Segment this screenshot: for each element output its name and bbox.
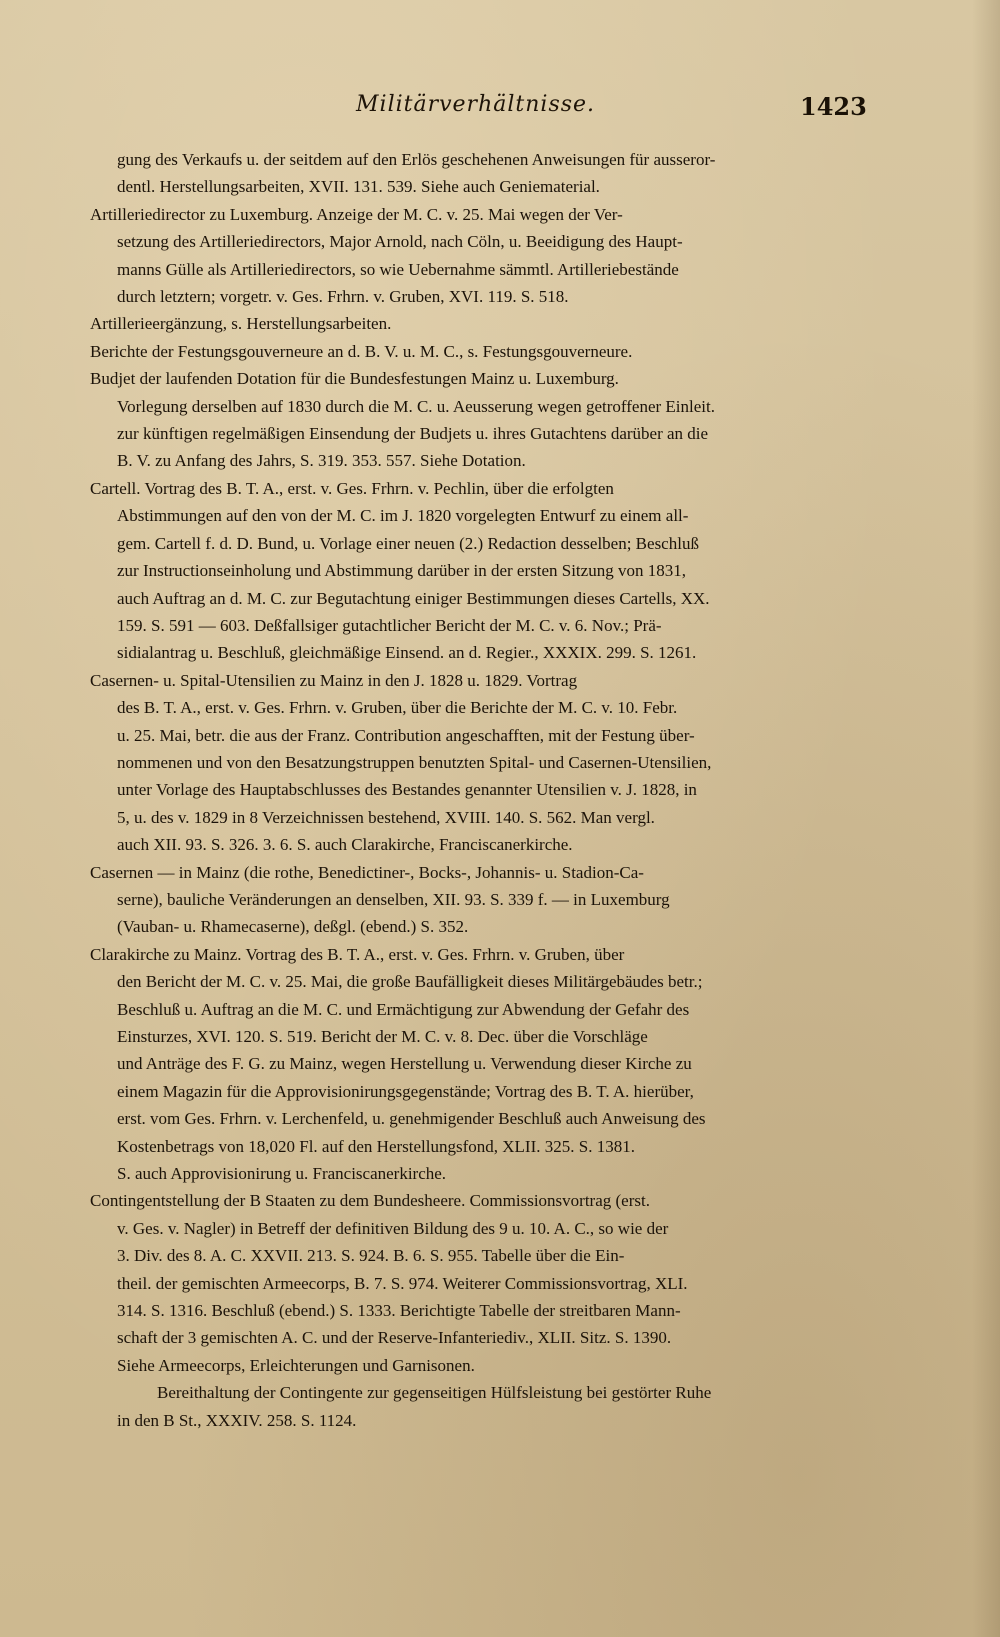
text-line: Budjet der laufenden Dotation für die Bundesfestungen Mainz u. Luxemburg. (90, 369, 619, 389)
text-line: Artilleriedirector zu Luxemburg. Anzeige der M. C. v. 25. Mai wegen der Ver- (90, 204, 623, 224)
text-line: unter Vorlage des Hauptabschlusses des Bestandes genannter Utensilien v. J. 1828, in (117, 780, 697, 800)
text-line: B. V. zu Anfang des Jahrs, S. 319. 353. 557. Siehe Dotation. (117, 451, 526, 471)
page-edge-shadow (972, 0, 1000, 1637)
entry-clarakirche (90, 941, 860, 1188)
text-line: u. 25. Mai, betr. die aus der Franz. Contribution angeschafften, mit der Festung über- (117, 725, 695, 745)
text-line: schaft der 3 gemischten A. C. und der Reserve-Infanteriediv., XLII. Sitz. S. 1390. (117, 1328, 672, 1348)
index-text (90, 146, 860, 1434)
text-line: in den B St., XXXIV. 258. S. 1124. (117, 1410, 357, 1430)
text-line: auch XII. 93. S. 326. 3. 6. S. auch Clarakirche, Franciscanerkirche. (117, 835, 573, 855)
text-line: theil. der gemischten Armeecorps, B. 7. S. 974. Weiterer Commissionsvortrag, XLI. (117, 1273, 688, 1293)
entry-bereithaltung (90, 1379, 860, 1434)
text-line: 159. S. 591 — 603. Deßfallsiger gutachtlicher Bericht der M. C. v. 6. Nov.; Prä- (117, 615, 662, 635)
text-line: Beschluß u. Auftrag an die M. C. und Ermächtigung zur Abwendung der Gefahr des (117, 999, 690, 1019)
text-line: S. auch Approvisionirung u. Franciscanerkirche. (117, 1164, 447, 1184)
text-line: serne), bauliche Veränderungen an denselben, XII. 93. S. 339 f. — in Luxemburg (117, 889, 670, 909)
text-line: einem Magazin für die Approvisionirungsgegenstände; Vortrag des B. T. A. hierüber, (117, 1081, 694, 1101)
text-line: Abstimmungen auf den von der M. C. im J. 1820 vorgelegten Entwurf zu einem all- (117, 506, 689, 526)
text-line: Kostenbetrags von 18,020 Fl. auf den Herstellungsfond, XLII. 325. S. 1381. (117, 1136, 635, 1156)
text-line: setzung des Artilleriedirectors, Major Arnold, nach Cöln, u. Beeidigung des Haupt- (117, 232, 683, 252)
text-line: Bereithaltung der Contingente zur gegenseitigen Hülfsleistung bei gestörter Ruhe (157, 1383, 712, 1403)
text-line: 3. Div. des 8. A. C. XXVII. 213. S. 924. B. 6. S. 955. Tabelle über die Ein- (117, 1246, 625, 1266)
text-line: auch Auftrag an d. M. C. zur Begutachtung einiger Bestimmungen dieses Cartells, XX. (117, 588, 710, 608)
text-line: Contingentstellung der B Staaten zu dem Bundesheere. Commissionsvortrag (erst. (90, 1191, 650, 1211)
entry-continuation (90, 146, 860, 201)
text-line: 5, u. des v. 1829 in 8 Verzeichnissen bestehend, XVIII. 140. S. 562. Man vergl. (117, 807, 655, 827)
text-line: gung des Verkaufs u. der seitdem auf den Erlös geschehenen Anweisungen für ausseror- (117, 150, 716, 169)
entry-berichte (90, 338, 860, 365)
text-line: zur künftigen regelmäßigen Einsendung der Budjets u. ihres Gutachtens darüber an die (117, 424, 709, 444)
text-line: zur Instructionseinholung und Abstimmung darüber in der ersten Sitzung von 1831, (117, 561, 686, 581)
entry-contingentstellung (90, 1187, 860, 1379)
entry-cartell (90, 475, 860, 667)
text-line: durch letztern; vorgetr. v. Ges. Frhrn. v. Gruben, XVI. 119. S. 518. (117, 287, 569, 307)
entry-casernen-utensilien (90, 667, 860, 859)
text-line: manns Gülle als Artilleriedirectors, so wie Uebernahme sämmtl. Artilleriebestände (117, 259, 679, 279)
entry-artilleriedirector (90, 201, 860, 311)
text-line: sidialantrag u. Beschluß, gleichmäßige Einsend. an d. Regier., XXXIX. 299. S. 1261. (117, 643, 697, 663)
text-line: Casernen- u. Spital-Utensilien zu Mainz in den J. 1828 u. 1829. Vortrag (90, 670, 578, 690)
text-line: 314. S. 1316. Beschluß (ebend.) S. 1333. Berichtigte Tabelle der streitbaren Mann- (117, 1301, 681, 1321)
text-line: und Anträge des F. G. zu Mainz, wegen Herstellung u. Verwendung dieser Kirche zu (117, 1054, 692, 1074)
text-line: (Vauban- u. Rhamecaserne), deßgl. (ebend.) S. 352. (117, 917, 469, 937)
text-line: dentl. Herstellungsarbeiten, XVII. 131. 539. Siehe auch Geniematerial. (117, 177, 600, 197)
text-line: Vorlegung derselben auf 1830 durch die M. C. u. Aeusserung wegen getroffener Einleit. (117, 396, 715, 416)
text-line: den Bericht der M. C. v. 25. Mai, die große Baufälligkeit dieses Militärgebäudes betr.; (117, 972, 703, 992)
page-number: 1423 (800, 92, 867, 121)
text-line: Einsturzes, XVI. 120. S. 519. Bericht der M. C. v. 8. Dec. über die Vorschläge (117, 1027, 648, 1046)
entry-artillerieergaenzung (90, 310, 860, 337)
text-line: Clarakirche zu Mainz. Vortrag des B. T. A., erst. v. Ges. Frhrn. v. Gruben, über (90, 944, 625, 964)
entry-budjet (90, 365, 860, 475)
text-line: Siehe Armeecorps, Erleichterungen und Garnisonen. (117, 1355, 475, 1375)
text-line: Cartell. Vortrag des B. T. A., erst. v. Ges. Frhrn. v. Pechlin, über die erfolgten (90, 478, 614, 498)
text-line: erst. vom Ges. Frhrn. v. Lerchenfeld, u. genehmigender Beschluß auch Anweisung des (117, 1109, 706, 1129)
text-line: Berichte der Festungsgouverneure an d. B. V. u. M. C., s. Festungsgouverneure. (90, 341, 633, 361)
page-header (0, 92, 1000, 132)
text-line: nommenen und von den Besatzungstruppen benutzten Spital- und Casernen-Utensilien, (117, 752, 712, 772)
text-line: gem. Cartell f. d. D. Bund, u. Vorlage einer neuen (2.) Redaction desselben; Beschluß (117, 533, 699, 553)
text-line: Artillerieergänzung, s. Herstellungsarbeiten. (90, 314, 392, 334)
running-title: Militärverhältnisse. (356, 92, 596, 117)
text-line: des B. T. A., erst. v. Ges. Frhrn. v. Gruben, über die Berichte der M. C. v. 10. Febr. (117, 698, 678, 718)
entry-casernen (90, 859, 860, 941)
text-line: Casernen — in Mainz (die rothe, Benedictiner-, Bocks-, Johannis- u. Stadion-Ca- (90, 862, 644, 882)
text-line: v. Ges. v. Nagler) in Betreff der definitiven Bildung des 9 u. 10. A. C., so wie der (117, 1218, 669, 1238)
